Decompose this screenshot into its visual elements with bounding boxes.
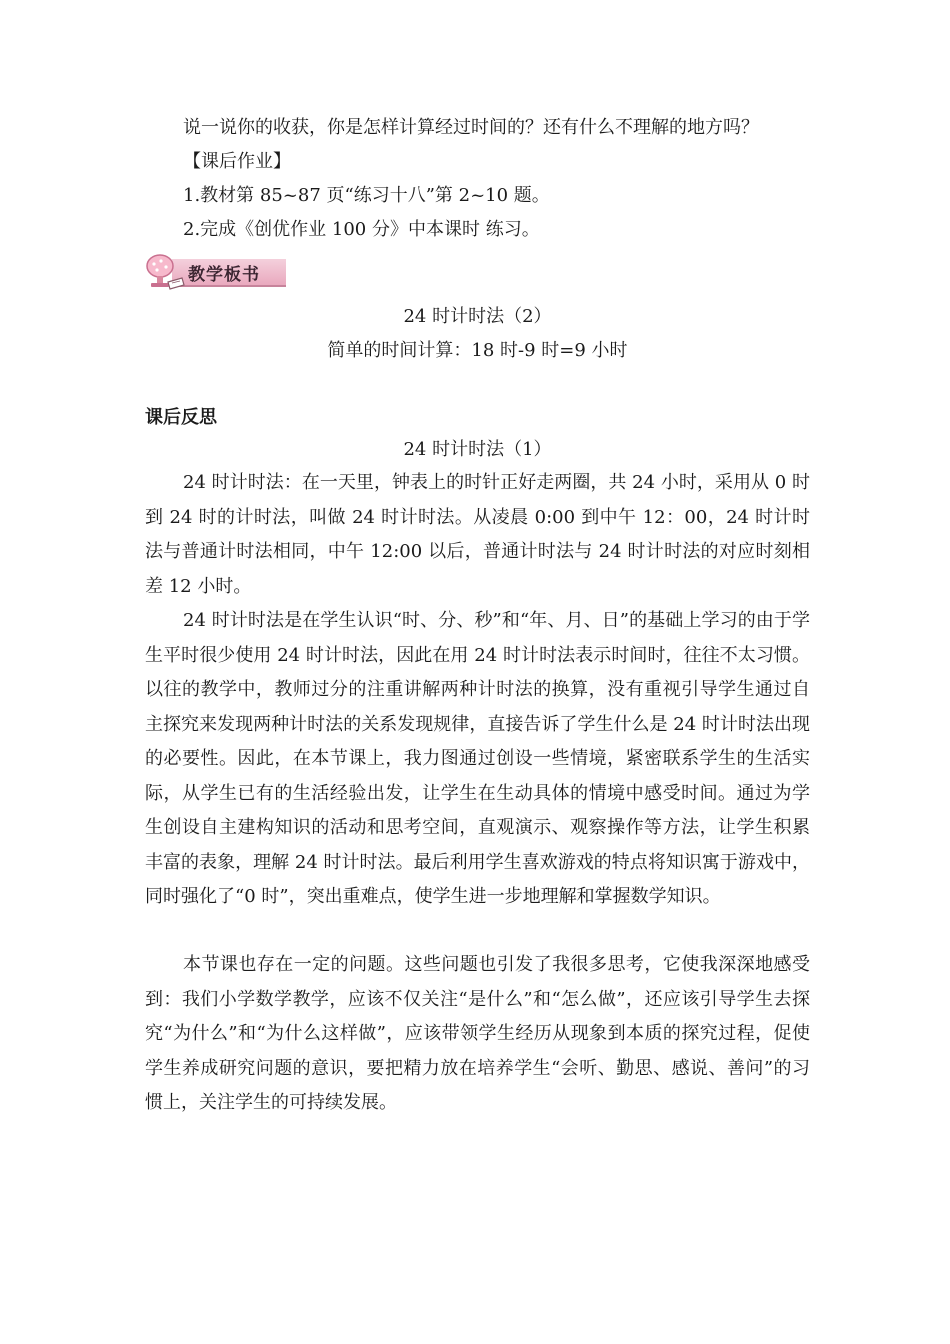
reflection-paragraph-1: 24 时计时法：在一天里，钟表上的时针正好走两圈，共 24 小时，采用从 0 时到 24 时的计时法，叫做 24 时计时法。从凌晨 0:00 到中午 12：00，24 时计时法与普通计时法相同，中午 12:00 以后，普通计时法与 24 时计时法的对应时刻相差 12 小时。	[145, 472, 810, 597]
homework-item-2: 2.完成《创优作业 100 分》中本课时 练习。	[183, 219, 540, 240]
board-formula: 简单的时间计算：18 时-9 时=9 小时	[327, 340, 628, 361]
harvest-question: 说一说你的收获，你是怎样计算经过时间的？还有什么不理解的地方吗？	[183, 117, 759, 138]
reflection-title: 24 时计时法（1）	[403, 439, 552, 460]
board-banner	[142, 252, 288, 290]
banner-label: 教学板书	[188, 265, 260, 285]
reflection-paragraph-3: 本节课也存在一定的问题。这些问题也引发了我很多思考，它使我深深地感受到：我们小学数学教学，应该不仅关注“是什么”和“怎么做”，还应该引导学生去探究“为什么”和“为什么这样做”，应该带领学生经历从现象到本质的探究过程，促使学生养成研究问题的意识，要把精力放在培养学生“会听、勤思、感说、善问”的习惯上，关注学生的可持续发展。	[145, 954, 810, 1113]
reflection-heading: 课后反思	[145, 407, 217, 428]
reflection-paragraph-2: 24 时计时法是在学生认识“时、分、秒”和“年、月、日”的基础上学习的由于学生平时很少使用 24 时计时法，因此在用 24 时计时法表示时间时，往往不太习惯。以往的教学中，教师过分的注重讲解两种计时法的换算，没有重视引导学生通过自主探究来发现两种计时法的关系发现规律，直接告诉了学生什么是 24 时计时法出现的必要性。因此，在本节课上，我力图通过创设一些情境，紧密联系学生的生活实际，从学生已有的生活经验出发，让学生在生动具体的情境中感受时间。通过为学生创设自主建构知识的活动和思考空间，直观演示、观察操作等方法，让学生积累丰富的表象，理解 24 时计时法。最后利用学生喜欢游戏的特点将知识寓于游戏中，同时强化了“0 时”，突出重难点，使学生进一步地理解和掌握数学知识。	[145, 610, 810, 907]
board-title: 24 时计时法（2）	[403, 306, 552, 327]
homework-heading: 【课后作业】	[183, 151, 291, 172]
lamp-and-book-icon	[142, 252, 186, 290]
homework-item-1: 1.教材第 85~87 页“练习十八”第 2~10 题。	[183, 185, 550, 206]
